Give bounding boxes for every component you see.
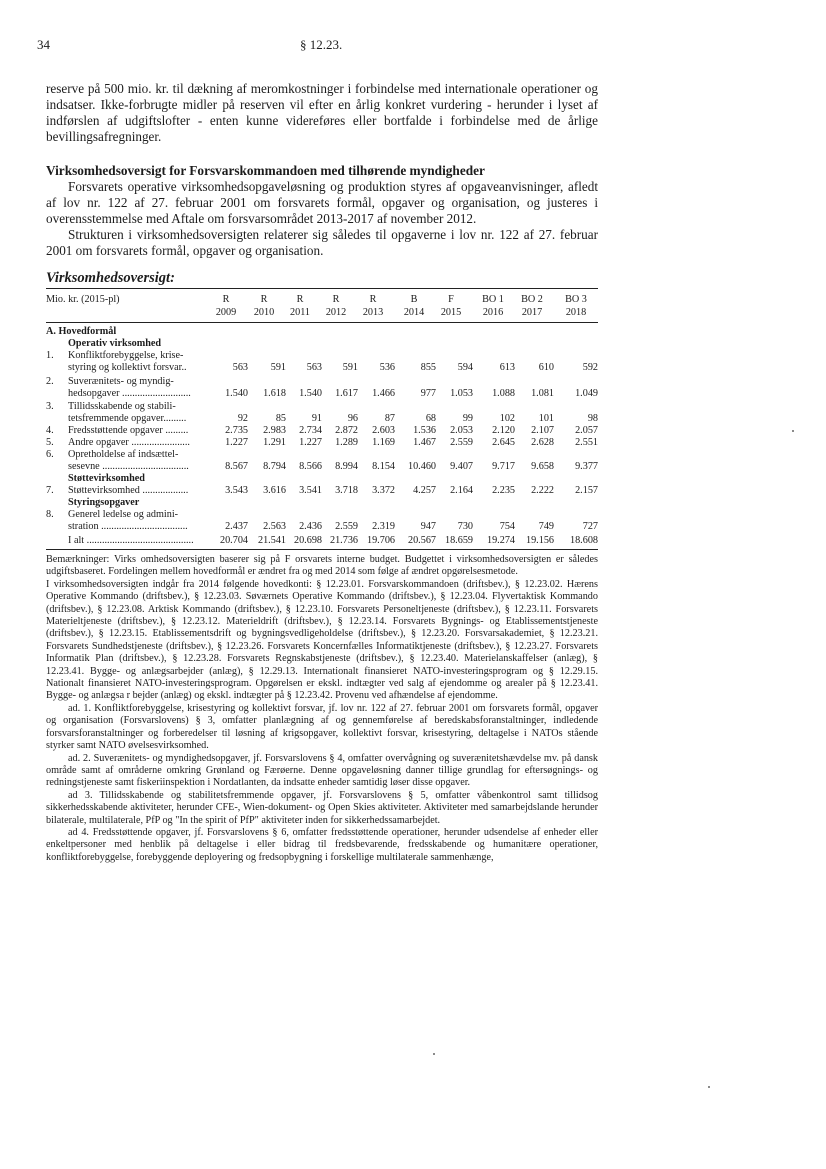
table-cell: 9.407 (450, 461, 473, 472)
table-cell: 3.718 (335, 485, 358, 496)
column-header-type: BO 1 (482, 294, 504, 305)
table-cell: 10.460 (407, 461, 436, 472)
table-cell: 1.169 (372, 437, 395, 448)
table-cell: 2.603 (372, 425, 395, 436)
row-label: Støttevirksomhed .................. (68, 485, 189, 496)
table-cell: 1.618 (263, 388, 286, 399)
row-number: 3. (46, 401, 54, 412)
row-number: 1. (46, 350, 54, 361)
table-cell: 101 (538, 413, 554, 424)
table-cell: 563 (232, 362, 248, 373)
table-cell: 2.319 (372, 521, 395, 532)
table-cell: 536 (379, 362, 395, 373)
table-cell: 1.049 (575, 388, 598, 399)
table-cell: 855 (420, 362, 436, 373)
table-cell: 85 (275, 413, 286, 424)
table-cell: 1.053 (450, 388, 473, 399)
table-cell: 2.983 (263, 425, 286, 436)
column-header-type: BO 3 (565, 294, 587, 305)
total-cell: 19.156 (525, 535, 554, 546)
note-remark: Bemærkninger: Virks omhedsoversigten baserer sig på F orsvarets interne budget. Budgettet i virksomhedsoversigten er således udgiftsbaseret. Fordelingen mellem hovedformål er ændret fra og med 2014 som følge af ændret opgørelsesmetode. (46, 554, 598, 578)
table-cell: 563 (306, 362, 322, 373)
total-cell: 20.704 (219, 535, 248, 546)
column-header-type: R (260, 294, 268, 305)
table-header-rule (46, 322, 598, 323)
table-cell: 594 (457, 362, 473, 373)
row-label: Andre opgaver ....................... (68, 437, 190, 448)
table-cell: 1.289 (335, 437, 358, 448)
row-label: Opretholdelse af indsættel- (68, 449, 179, 460)
table-cell: 2.157 (575, 485, 598, 496)
note-accounts: I virksomhedsoversigten indgår fra 2014 følgende hovedkonti: § 12.23.01. Forsvarskommandoen (driftsbev.), § 12.23.02. Hærens Operative Kommando (driftsbev.), § 12.23.03. Søværnets Operative Kommando (driftsbev.), § 12.23.04. Flyvertaktisk Kommando (driftsbev.), § 12.23.08. Arktisk Kommando (driftsbev.), § 12.23.10. Forsvarets Personeltjeneste (driftsbev.), § 12.23.11. Forsvarets Materieltjeneste (driftsbev.), § 12.23.12. Materieldrift (driftsbev.), § 12.23.14. Forsvarets Bygnings- og Etablissementstjeneste (driftsbev.), § 12.23.15. Etablissementsdrift og bygningsvedligeholdelse (driftsbev.), § 12.23.20. Forsvarsakademiet, § 12.23.21. Forsvarets Sundhedstjeneste (driftsbev.), § 12.23.26. Forsvarets Koncernfælles Informatiktjeneste (driftsbev.), § 12.23.27. Forsvarets Informatik Plan (driftsbev.), § 12.23.28. Forsvarets Regnskabstjeneste (driftsbev.), § 12.23.40. Materielanskaffelser (anlæg), § 12.23.41. Bygge- og anlægsarbejder (anlæg), § 12.29.13. Internationalt finansieret NATO-investeringsprogram og § 12.29.15. Nationalt finansieret NATO-investeringsprogram. Opgørelsen er ekskl. indtægter ved salg af ejendomme og arealer på § 12.23.41. Bygge- og anlægsa r bejder (anlæg) og ekskl. indtægter på § 12.23.42. Provenu ved afhændelse af ejendomme. (46, 578, 598, 702)
row-label: Tillidsskabende og stabili- (68, 401, 176, 412)
table-cell: 91 (311, 413, 322, 424)
group-heading-styring: Styringsopgaver (68, 497, 140, 508)
table-cell: 68 (425, 413, 436, 424)
table-cell: 87 (384, 413, 395, 424)
table-cell: 3.616 (263, 485, 286, 496)
table-cell: 92 (237, 413, 248, 424)
table-cell: 96 (347, 413, 358, 424)
running-header-section: § 12.23. (300, 37, 343, 52)
column-header-year: 2015 (440, 307, 462, 318)
table-cell: 977 (420, 388, 436, 399)
column-header-type: R (332, 294, 340, 305)
section-paragraph-2: Strukturen i virksomhedsoversigten relaterer sig således til opgaverne i lov nr. 122 af 27. februar 2001 om forsvarets formål, opgaver og organisation. (46, 227, 598, 258)
table-cell: 2.053 (450, 425, 473, 436)
note-ad1: ad. 1. Konfliktforebyggelse, krisestyring og kollektivt forsvar, jf. lov nr. 122 af 27. februar 2001 om forsvarets formål, opgaver og organisation (Forsvarslovens) § 3, omfatter planlægning af og gennemførelse af beredskabsforanstaltninger, indledende forsvarsforanstaltninger og forberedelser til løsning af krigsopgaver, kollektivt forsvar, krisestyring, deltagelse i NATOs stående styrker samt NATO øvelsesvirksomhed. (46, 702, 598, 752)
column-header-type: R (296, 294, 304, 305)
table-cell: 2.551 (575, 437, 598, 448)
group-heading-operativ: Operativ virksomhed (68, 338, 162, 349)
table-cell: 2.107 (531, 425, 554, 436)
table-cell: 99 (462, 413, 473, 424)
table-cell: 1.467 (413, 437, 436, 448)
table-cell: 8.994 (335, 461, 358, 472)
table-cell: 591 (270, 362, 286, 373)
table-title: Virksomhedsoversigt: (46, 270, 175, 286)
section-heading: Virksomhedsoversigt for Forsvarskommandoen med tilhørende myndigheder (46, 163, 485, 178)
table-cell: 1.227 (299, 437, 322, 448)
column-header-year: 2018 (565, 307, 587, 318)
row-label-continued: hedsopgaver ........................... (68, 388, 191, 399)
table-cell: 754 (499, 521, 515, 532)
note-ad2: ad. 2. Suverænitets- og myndighedsopgaver, jf. Forsvarslovens § 4, omfatter overvågning og suverænitetshævdelse mv. på dansk område samt af områderne omkring Grønland og Færøerne. Denne opgaveløsning danner tillige grundlag for eftersøgnings- og redningstjeneste samt fiskeriinspektion i Nordatlanten, da indsatte enheder samtidig løser disse opgaver. (46, 752, 598, 789)
table-cell: 947 (420, 521, 436, 532)
column-header-year: 2014 (403, 307, 425, 318)
table-cell: 2.120 (492, 425, 515, 436)
total-cell: 21.541 (257, 535, 286, 546)
row-label: Suverænitets- og myndig- (68, 376, 174, 387)
note-ad4: ad 4. Fredsstøttende opgaver, jf. Forsvarslovens § 6, omfatter fredsstøttende operationer, herunder udsendelse af enheder eller enkeltpersoner med henblik på deltagelse i eller bidrag til fredsbevarende, fredsskabende og humanitære operationer, konfliktforebyggelse, forebyggende deployering og fredsopbygning i forskellige multilaterale sammenhænge, (46, 826, 598, 863)
table-cell: 2.559 (335, 521, 358, 532)
scan-speck (708, 1086, 710, 1088)
row-number: 8. (46, 509, 54, 520)
column-header-year: 2010 (253, 307, 275, 318)
row-number: 4. (46, 425, 54, 436)
table-cell: 1.617 (335, 388, 358, 399)
row-label: Konfliktforebyggelse, krise- (68, 350, 184, 361)
table-cell: 3.541 (299, 485, 322, 496)
scan-speck (792, 430, 794, 432)
column-header-year: 2011 (290, 307, 310, 318)
table-cell: 2.645 (492, 437, 515, 448)
table-cell: 98 (587, 413, 598, 424)
table-cell: 2.057 (575, 425, 598, 436)
table-cell: 592 (582, 362, 598, 373)
table-cell: 2.235 (492, 485, 515, 496)
table-cell: 8.794 (263, 461, 286, 472)
table-cell: 2.559 (450, 437, 473, 448)
total-cell: 20.698 (293, 535, 322, 546)
virksomhedsoversigt-table (0, 0, 826, 560)
table-cell: 2.164 (450, 485, 473, 496)
table-cell: 610 (538, 362, 554, 373)
intro-paragraph: reserve på 500 mio. kr. til dækning af meromkostninger i forbindelse med internationale operationer og indsatser. Ikke-forbrugte midler på reserven vil efter en årlig konkret vurdering - herunder i lyset af indførslen af udgiftslofter - enten kunne videreføres eller bortfalde i forbindelse med de årlige bevillingsafregninger. (46, 81, 598, 144)
column-header-type: F (448, 294, 454, 305)
table-cell: 2.222 (531, 485, 554, 496)
table-cell: 3.543 (225, 485, 248, 496)
column-header-year: 2017 (521, 307, 543, 318)
column-header-year: 2009 (215, 307, 237, 318)
row-label-continued: tetsfremmende opgaver......... (68, 413, 187, 424)
column-header-year: 2013 (362, 307, 384, 318)
table-cell: 1.536 (413, 425, 436, 436)
table-cell: 1.540 (299, 388, 322, 399)
section-paragraph-1: Forsvarets operative virksomhedsopgaveløsning og produktion styres af opgaveanvisninger, afledt af lov nr. 122 af 27. februar 2001 om forsvarets formål, opgaver og organisation, og justeres i overensstemmelse med Aftale om forsvarsområdet 2013-2017 af november 2012. (46, 179, 598, 226)
note-ad3: ad 3. Tillidsskabende og stabilitetsfremmende opgaver, jf. Forsvarslovens § 5, omfatter våbenkontrol samt tillidsog sikkerhedsskabende aktiviteter, herunder CFE-, Wien-dokument- og Open Skies aktiviteter. Aktiviteter med samarbejdslande herunder bilaterale, multilaterale, PfP og "In the spirit of PfP" aktiviteter inden for sikkerhedssamarbejdet. (46, 789, 598, 826)
table-cell: 2.735 (225, 425, 248, 436)
row-label-continued: stration .................................. (68, 521, 188, 532)
table-cell: 749 (538, 521, 554, 532)
total-label: I alt .......................................... (68, 535, 194, 546)
column-header-type: R (369, 294, 377, 305)
table-cell: 2.628 (531, 437, 554, 448)
table-cell: 2.436 (299, 521, 322, 532)
table-cell: 2.872 (335, 425, 358, 436)
row-number: 2. (46, 376, 54, 387)
total-cell: 19.274 (486, 535, 515, 546)
unit-label: Mio. kr. (2015-pl) (46, 294, 120, 305)
row-number: 5. (46, 437, 54, 448)
table-cell: 727 (582, 521, 598, 532)
total-cell: 19.706 (366, 535, 395, 546)
row-label-continued: styring og kollektivt forsvar.. (68, 362, 187, 373)
table-cell: 1.227 (225, 437, 248, 448)
main-purpose-heading: A. Hovedformål (46, 326, 117, 337)
table-cell: 730 (457, 521, 473, 532)
column-header-type: BO 2 (521, 294, 543, 305)
total-cell: 18.659 (444, 535, 473, 546)
table-cell: 9.658 (531, 461, 554, 472)
table-cell: 1.540 (225, 388, 248, 399)
group-heading-stotte: Støttevirksomhed (68, 473, 145, 484)
table-cell: 9.717 (492, 461, 515, 472)
table-cell: 2.437 (225, 521, 248, 532)
table-cell: 102 (499, 413, 515, 424)
row-number: 7. (46, 485, 54, 496)
row-label-continued: sesevne .................................. (68, 461, 189, 472)
total-cell: 18.608 (569, 535, 598, 546)
table-cell: 8.154 (372, 461, 395, 472)
table-cell: 3.372 (372, 485, 395, 496)
table-bottom-rule (46, 549, 598, 550)
table-cell: 613 (499, 362, 515, 373)
table-cell: 9.377 (575, 461, 598, 472)
table-cell: 1.291 (263, 437, 286, 448)
table-cell: 8.566 (299, 461, 322, 472)
row-number: 6. (46, 449, 54, 460)
page-number: 34 (37, 37, 50, 52)
table-cell: 2.563 (263, 521, 286, 532)
table-notes (46, 554, 598, 864)
column-header-year: 2012 (325, 307, 347, 318)
table-cell: 1.081 (531, 388, 554, 399)
table-cell: 1.466 (372, 388, 395, 399)
row-label: Generel ledelse og admini- (68, 509, 179, 520)
table-cell: 1.088 (492, 388, 515, 399)
column-header-type: B (410, 294, 418, 305)
table-cell: 4.257 (413, 485, 436, 496)
table-cell: 591 (342, 362, 358, 373)
scan-speck (433, 1053, 435, 1055)
table-cell: 8.567 (225, 461, 248, 472)
column-header-type: R (222, 294, 230, 305)
total-cell: 21.736 (329, 535, 358, 546)
table-cell: 2.734 (299, 425, 322, 436)
column-header-year: 2016 (482, 307, 504, 318)
total-cell: 20.567 (407, 535, 436, 546)
row-label: Fredsstøttende opgaver ......... (68, 425, 189, 436)
